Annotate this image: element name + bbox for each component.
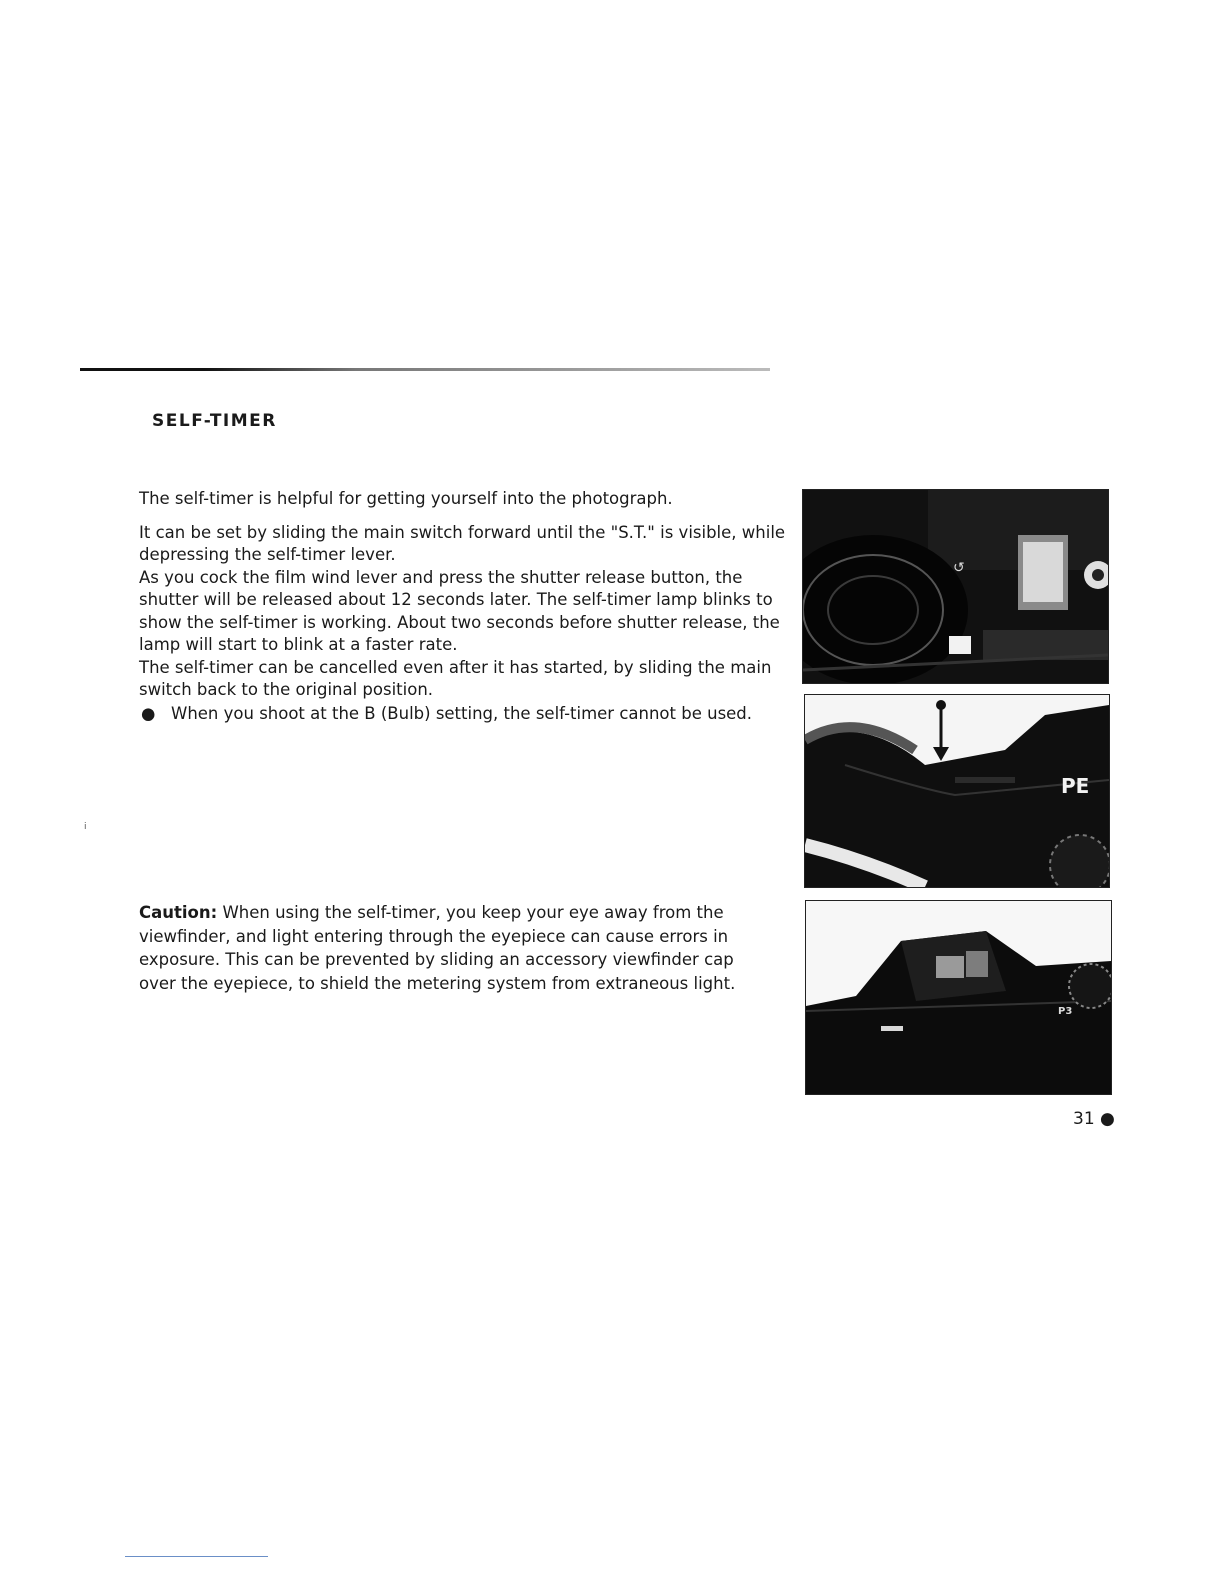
caution-note: [139, 901, 759, 995]
paragraph-setting: It can be set by sliding the main switch forward until the "S.T." is visible, while depressing the self-timer lever.: [139, 522, 786, 564]
photo-self-timer-lever: [804, 694, 1110, 888]
camera-brand-lettering: PE: [1061, 774, 1090, 798]
paragraph-operation: As you cock the film wind lever and press the shutter release button, the shutter will be released about 12 seconds later. The self-timer lamp blinks to show the self-timer is working. About two seconds before shutter release, the lamp will start to blink at a faster rate.: [139, 567, 780, 654]
photo-camera-self-timer-lamp: [802, 489, 1109, 684]
camera-model-lettering: P3: [1058, 1006, 1073, 1017]
bottom-edge-line: [125, 1556, 268, 1557]
body-text: [139, 488, 789, 725]
section-heading: SELF-TIMER: [152, 411, 277, 431]
self-timer-lever-illustration: [805, 695, 1109, 887]
section-divider-rule: [80, 368, 770, 371]
caution-label: Caution:: [139, 903, 218, 922]
caution-text: When using the self-timer, you keep your eye away from the viewfinder, and light entering through the eyepiece can cause errors in exposure. This can be prevented by sliding an accessory viewfinder cap over the eyepiece, to shield the metering system from extraneous light.: [139, 903, 736, 993]
bullet-text: When you shoot at the B (Bulb) setting, the self-timer cannot be used.: [171, 703, 753, 723]
viewfinder-cap-illustration: [806, 901, 1111, 1094]
photo-viewfinder-cap: [805, 900, 1112, 1095]
svg-text:↺: ↺: [953, 560, 965, 576]
stray-print-mark: i: [84, 822, 87, 832]
page-number: [1073, 1109, 1115, 1129]
camera-rear-illustration: [803, 490, 1108, 683]
page-marker-dot-icon: ●: [1100, 1109, 1115, 1129]
bullet-dot-icon: ●: [141, 703, 156, 723]
page-number-value: 31: [1073, 1109, 1095, 1129]
bullet-item-bulb: [139, 703, 789, 726]
paragraph-cancel: The self-timer can be cancelled even after it has started, by sliding the main switch back to the original position.: [139, 657, 772, 699]
lead-paragraph: The self-timer is helpful for getting yourself into the photograph.: [139, 489, 673, 508]
